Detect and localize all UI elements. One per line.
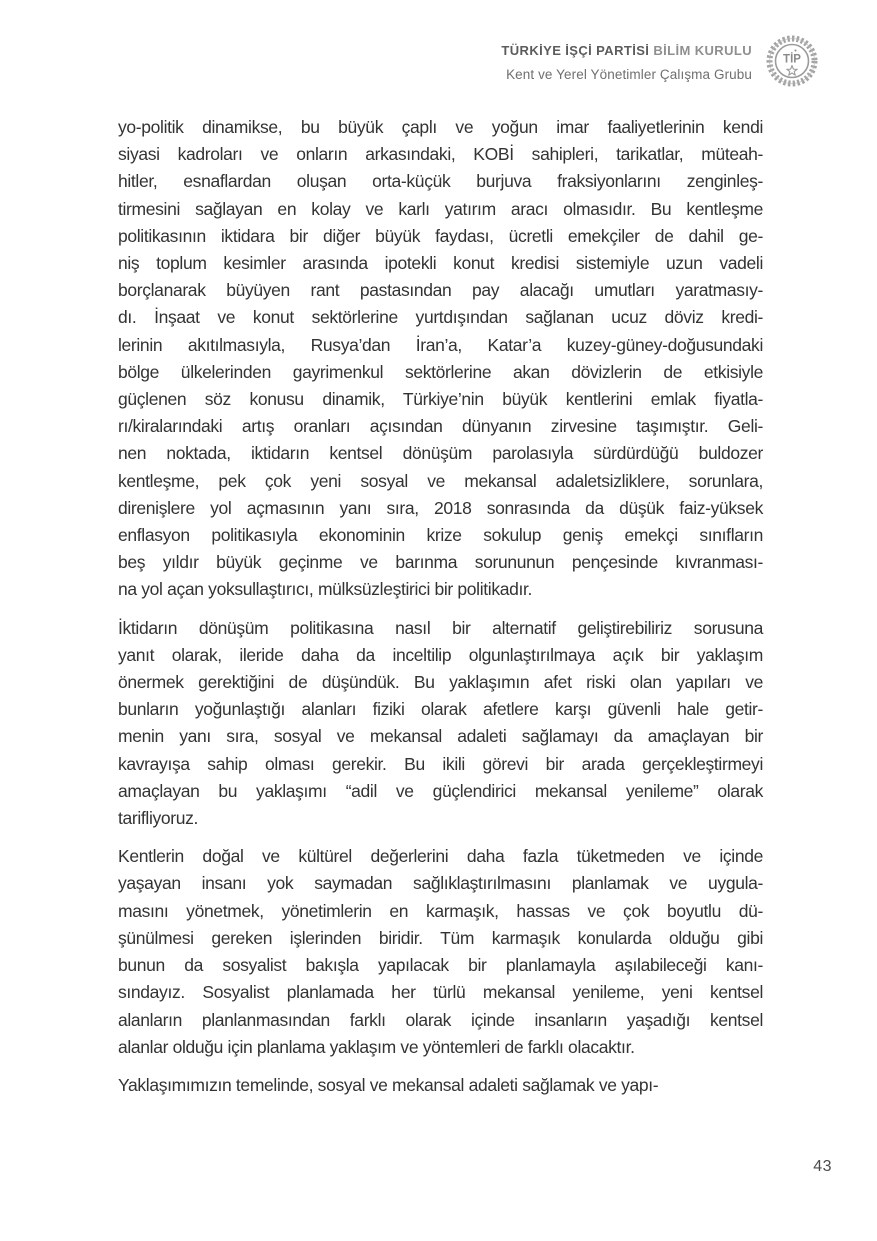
text-line: siyasi kadroları ve onların arkasındaki, KOBİ sahipleri, tarikatlar, müteah- <box>118 144 763 165</box>
text-line: bunun da sosyalist bakışla yapılacak bir planlamayla aşılabileceği kanı- <box>118 955 763 976</box>
header-org-light: BİLİM KURULU <box>649 42 752 58</box>
text-line: borçlanarak büyüyen rant pastasından pay alacağı umutları yaratmasıy- <box>118 280 763 301</box>
paragraph <box>118 843 763 1061</box>
page-header <box>501 34 819 88</box>
paragraph <box>118 615 763 833</box>
text-line: yo-politik dinamikse, bu büyük çaplı ve yoğun imar faaliyetlerinin kendi <box>118 117 763 137</box>
paragraph <box>118 1072 763 1099</box>
text-line: kavrayışa sahip olması gerekir. Bu ikili görevi bir arada gerçekleştirmeyi <box>118 753 763 774</box>
text-line: beş yıldır büyük geçinme ve barınma sorununun pençesinde kıvranması- <box>118 552 763 573</box>
text-line: nen noktada, iktidarın kentsel dönüşüm parolasıyla sürdürdüğü buldozer <box>118 443 763 464</box>
text-line: alanların planlanmasından farklı olarak içinde insanların yaşadığı kentsel <box>118 1009 763 1030</box>
text-line: menin yanı sıra, sosyal ve mekansal adaleti sağlamayı da amaçlayan bir <box>118 726 763 747</box>
text-line: politikasının iktidara bir diğer büyük faydası, ücretli emekçiler de dahil ge- <box>118 225 763 246</box>
text-line: niş toplum kesimler arasında ipotekli konut kredisi sistemiyle uzun vadeli <box>118 253 763 274</box>
text-line: hitler, esnaflardan oluşan orta-küçük burjuva fraksiyonlarını zenginleş- <box>118 171 763 192</box>
text-line: İktidarın dönüşüm politikasına nasıl bir alternatif geliştirebiliriz sorusuna <box>118 617 763 638</box>
page-number: 43 <box>813 1158 832 1175</box>
text-line: güçlenen söz konusu dinamik, Türkiye’nin büyük kentlerini emlak fiyatla- <box>118 389 763 410</box>
header-org-title <box>501 43 752 58</box>
header-org-bold: TÜRKİYE İŞÇİ PARTİSİ <box>501 42 650 58</box>
text-line: tirmesini sağlayan en kolay ve karlı yatırım aracı olmasıdır. Bu kentleşme <box>118 198 763 219</box>
text-line: yaşayan insanı yok saymadan sağlıklaştırılmasını planlamak ve uygula- <box>118 873 763 894</box>
text-line: enflasyon politikasıyla ekonominin krize sokulup geniş emekçi sınıfların <box>118 525 763 546</box>
text-line: direnişlere yol açmasının yanı sıra, 2018 sonrasında da düşük faiz-yüksek <box>118 497 763 518</box>
text-line: şünülmesi gereken işlerinden biridir. Tüm karmaşık konularda olduğu gibi <box>118 927 763 948</box>
text-line: sındayız. Sosyalist planlamada her türlü mekansal yenileme, yeni kentsel <box>118 982 763 1003</box>
text-line: dı. İnşaat ve konut sektörlerine yurtdışından sağlanan ucuz döviz kredi- <box>118 307 763 328</box>
text-line: yanıt olarak, ileride daha da inceltilip olgunlaştırılmaya açık bir yaklaşım <box>118 644 763 665</box>
text-line: lerinin akıtılmasıyla, Rusya’dan İran’a, Katar’a kuzey-güney-doğusundaki <box>118 334 763 355</box>
text-line: kentleşme, pek çok yeni sosyal ve mekansal adaletsizliklere, sorunlara, <box>118 470 763 491</box>
text-line: masını yönetmek, yönetimlerin en karmaşık, hassas ve çok boyutlu dü- <box>118 900 763 921</box>
text-line: amaçlayan bu yaklaşımı “adil ve güçlendirici mekansal yenileme” olarak <box>118 780 763 801</box>
text-line: bölge ülkelerinden gayrimenkul sektörlerine akan dövizlerin de etkisiyle <box>118 361 763 382</box>
text-line: önermek gerektiğini de düşündük. Bu yaklaşımın afet riski olan yapıları ve <box>118 672 763 693</box>
text-line: alanlar olduğu için planlama yaklaşım ve yöntemleri de farklı olacaktır. <box>118 1036 635 1057</box>
text-line: tarifliyoruz. <box>118 808 199 829</box>
logo-text: TİP <box>783 53 801 66</box>
text-line: na yol açan yoksullaştırıcı, mülksüzleştirici bir politikadır. <box>118 579 533 600</box>
text-line: rı/kiralarındaki artış oranları açısından dünyanın zirvesine taşımıştır. Geli- <box>118 416 763 437</box>
text-line: Kentlerin doğal ve kültürel değerlerini daha fazla tüketmeden ve içinde <box>118 846 763 867</box>
header-subtitle: Kent ve Yerel Yönetimler Çalışma Grubu <box>506 66 752 82</box>
text-line: Yaklaşımımızın temelinde, sosyal ve mekansal adaleti sağlamak ve yapı- <box>118 1074 659 1095</box>
body-text <box>118 114 763 1110</box>
paragraph <box>118 114 763 604</box>
tip-party-logo-icon <box>765 34 819 88</box>
text-line: bunların yoğunlaştığı alanları fiziki olarak afetlere karşı güvenli hale getir- <box>118 699 763 720</box>
header-text-block <box>501 41 752 82</box>
